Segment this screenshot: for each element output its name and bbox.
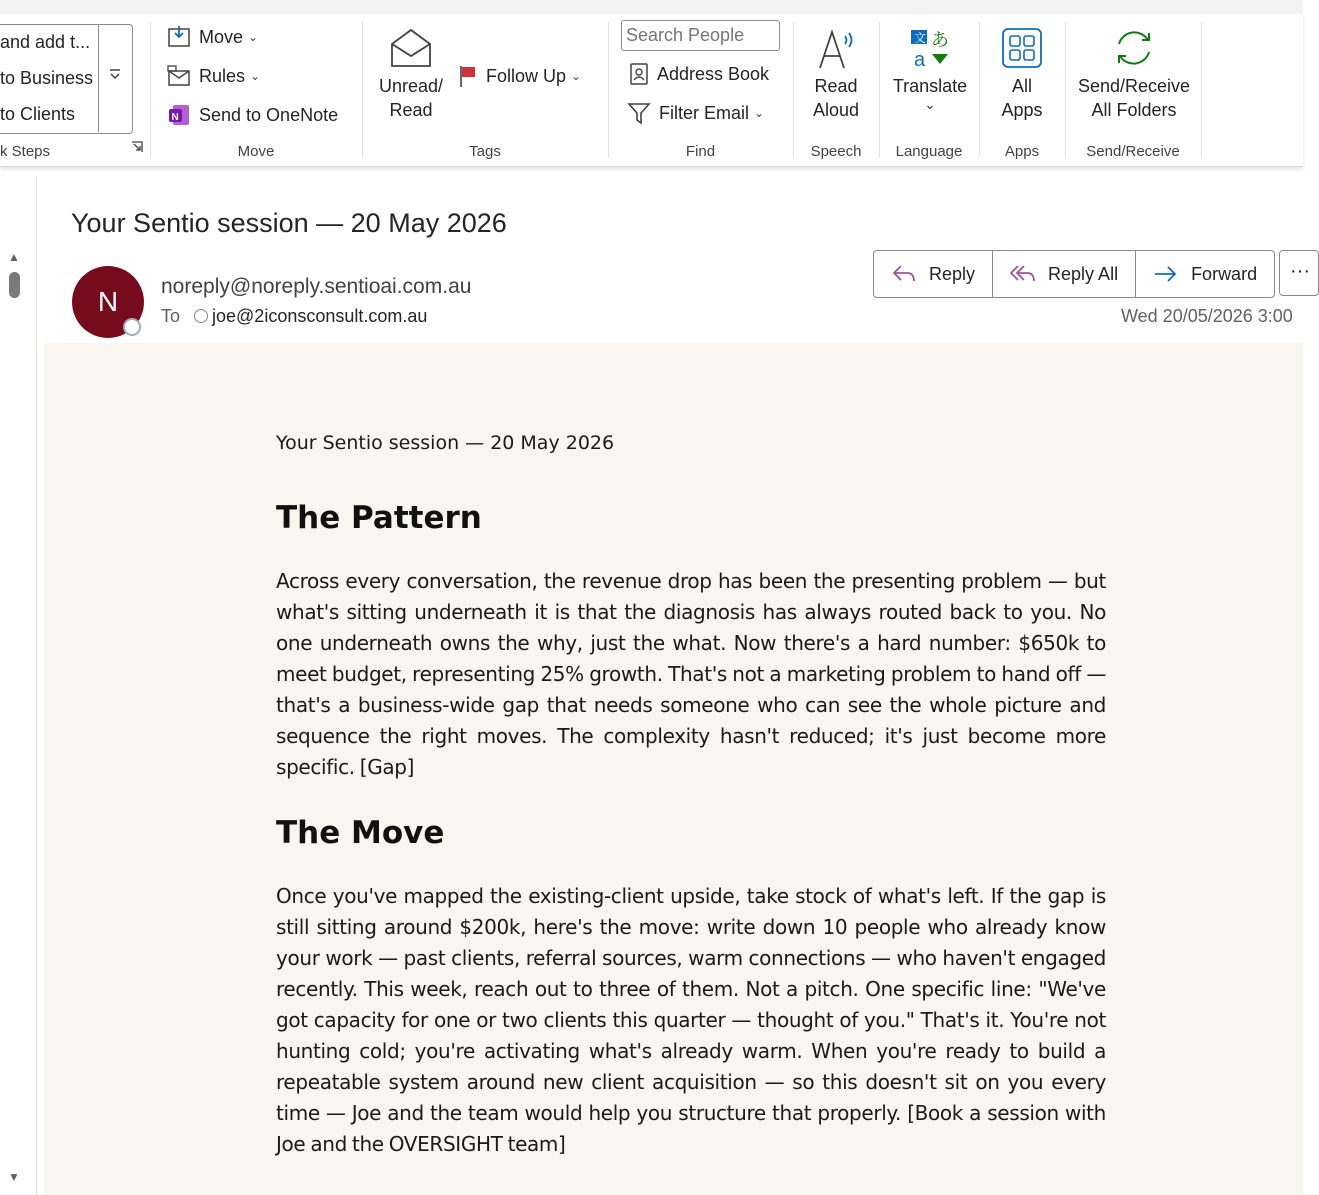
quick-steps-group — [0, 14, 150, 166]
quick-step-item[interactable]: and add t... — [0, 32, 91, 52]
heading-the-pattern: The Pattern — [276, 500, 482, 536]
follow-up-button[interactable] — [458, 64, 581, 88]
send-receive-label-2: All Folders — [1091, 100, 1177, 120]
group-separator — [1201, 22, 1202, 158]
filter-icon — [627, 101, 651, 125]
move-label: Move — [199, 26, 244, 47]
reply-all-icon — [1010, 263, 1036, 285]
rules-button[interactable] — [167, 64, 260, 88]
heading-the-move: The Move — [276, 815, 445, 851]
recipient-address[interactable]: joe@2iconsconsult.com.au — [212, 306, 428, 326]
reply-icon — [891, 263, 917, 285]
sync-icon — [1112, 26, 1156, 70]
dialog-launcher-icon[interactable] — [131, 140, 143, 158]
quick-step-item[interactable]: to Clients — [0, 104, 76, 124]
filter-email-label: Filter Email — [659, 102, 750, 123]
speech-group-label: Speech — [810, 143, 862, 160]
send-receive-label-1: Send/Receive — [1077, 76, 1191, 96]
paragraph-the-move: Once you've mapped the existing-client upside, take stock of what's left. If the gap is still sitting around $200k, here's the move: write down 10 people who already know your work — past clients, referral sources, warm connections — who haven't engaged recently. This week, reach out to three of them. Not a pitch. One specific line: "We've got capacity for one or two clients this quarter — thought of you." That's it. You're not hunting cold; you're activating what's already warm. When you're ready to build a repeatable system around new client acquisition — so this doesn't sit on you every time — Joe and the team would help you structure that properly. [Book a session with Joe and the OVERSIGHT team] — [276, 884, 1106, 1156]
read-aloud-label-2: Aloud — [812, 100, 860, 120]
avatar[interactable]: N — [72, 266, 144, 338]
send-receive-group-label: Send/Receive — [1086, 143, 1180, 160]
presence-status-icon — [123, 318, 141, 336]
read-aloud-button[interactable] — [801, 26, 871, 122]
to-label: To — [161, 306, 181, 326]
read-aloud-icon — [814, 26, 858, 70]
language-group — [879, 14, 979, 166]
apps-group-label: Apps — [1004, 143, 1040, 160]
move-button[interactable] — [167, 25, 258, 49]
scrollbar-thumb[interactable] — [9, 272, 20, 298]
recipient-presence-icon — [194, 309, 208, 323]
language-group-label: Language — [895, 143, 963, 160]
apps-grid-icon — [1000, 26, 1044, 70]
address-book-button[interactable] — [629, 62, 769, 86]
svg-text:a: a — [914, 49, 926, 71]
more-actions-button[interactable]: ··· — [1279, 250, 1319, 296]
send-receive-group — [1065, 14, 1201, 166]
chevron-down-icon: ⌄ — [924, 97, 936, 112]
quick-step-item[interactable]: to Business — [0, 68, 94, 88]
address-book-icon — [629, 62, 649, 86]
message-actions — [873, 250, 1275, 298]
svg-text:N: N — [171, 112, 179, 123]
message-subject: Your Sentio session — 20 May 2026 — [71, 208, 507, 238]
tags-group-label: Tags — [469, 143, 501, 160]
message-content — [276, 430, 1106, 1160]
reply-label: Reply — [929, 263, 976, 284]
unread-read-label-1: Unread/ — [378, 76, 444, 96]
apps-group — [979, 14, 1065, 166]
move-group-label: Move — [237, 143, 275, 160]
all-apps-button[interactable] — [987, 26, 1057, 122]
left-pane-edge — [0, 176, 37, 1195]
gallery-expand-icon[interactable] — [108, 68, 122, 87]
translate-label: Translate — [892, 76, 968, 96]
address-book-label: Address Book — [657, 63, 770, 84]
forward-label: Forward — [1191, 263, 1258, 284]
forward-icon — [1153, 263, 1179, 285]
rules-label: Rules — [199, 65, 246, 86]
sender-address[interactable]: noreply@noreply.sentioai.com.au — [161, 275, 472, 298]
recipient-line — [161, 306, 427, 327]
reply-all-button[interactable] — [993, 251, 1136, 297]
group-separator — [608, 22, 609, 158]
speech-group — [793, 14, 879, 166]
find-group-label: Find — [685, 143, 716, 160]
translate-button[interactable] — [887, 26, 973, 112]
onenote-icon — [167, 103, 191, 127]
quick-steps-group-label: k Steps — [0, 143, 51, 160]
translate-icon — [908, 26, 952, 70]
chevron-down-icon: ⌄ — [248, 30, 259, 44]
filter-email-button[interactable] — [627, 101, 764, 125]
svg-text:文: 文 — [914, 31, 927, 45]
all-apps-label-2: Apps — [1001, 100, 1043, 120]
all-apps-label-1: All — [1011, 76, 1032, 96]
tags-group — [362, 14, 608, 166]
body-title: Your Sentio session — 20 May 2026 — [276, 432, 615, 454]
send-receive-all-folders-button[interactable] — [1069, 26, 1199, 122]
scroll-down-arrow-icon[interactable]: ▼ — [8, 1170, 20, 1184]
reply-button[interactable] — [874, 251, 993, 297]
send-to-onenote-label: Send to OneNote — [199, 104, 339, 125]
scroll-up-arrow-icon[interactable]: ▲ — [8, 250, 20, 264]
unread-read-label-2: Read — [389, 100, 433, 120]
chevron-down-icon: ⌄ — [250, 69, 261, 83]
follow-up-label: Follow Up — [486, 65, 567, 86]
gallery-divider — [98, 24, 99, 132]
search-people-input[interactable] — [621, 20, 780, 51]
move-group — [150, 14, 362, 166]
ribbon — [0, 14, 1303, 167]
chevron-down-icon: ⌄ — [754, 106, 765, 120]
read-aloud-label-1: Read — [814, 76, 858, 96]
rules-icon — [167, 64, 191, 88]
move-icon — [167, 25, 191, 49]
forward-button[interactable] — [1136, 251, 1274, 297]
envelope-open-icon — [389, 26, 433, 70]
paragraph-the-pattern: Across every conversation, the revenue drop has been the presenting problem — but what's sitting underneath it is that the diagnosis has always routed back to you. No one underneath owns the why, just the what. Now there's a hard number: $650k to meet budget, representing 25% growth. That's not a marketing problem to hand off — that's a business-wide gap that needs someone who can see the whole picture and sequence the right moves. The complexity hasn't reduced; it's just become more specific. [Gap] — [276, 569, 1106, 779]
title-bar-strip — [0, 0, 1303, 14]
chevron-down-icon: ⌄ — [571, 69, 582, 83]
message-date: Wed 20/05/2026 3:00 — [1121, 306, 1293, 326]
reply-all-label: Reply All — [1048, 263, 1119, 284]
flag-icon — [458, 64, 478, 88]
send-to-onenote-button[interactable] — [167, 103, 338, 127]
unread-read-button[interactable] — [376, 26, 446, 122]
svg-text:あ: あ — [931, 30, 949, 51]
